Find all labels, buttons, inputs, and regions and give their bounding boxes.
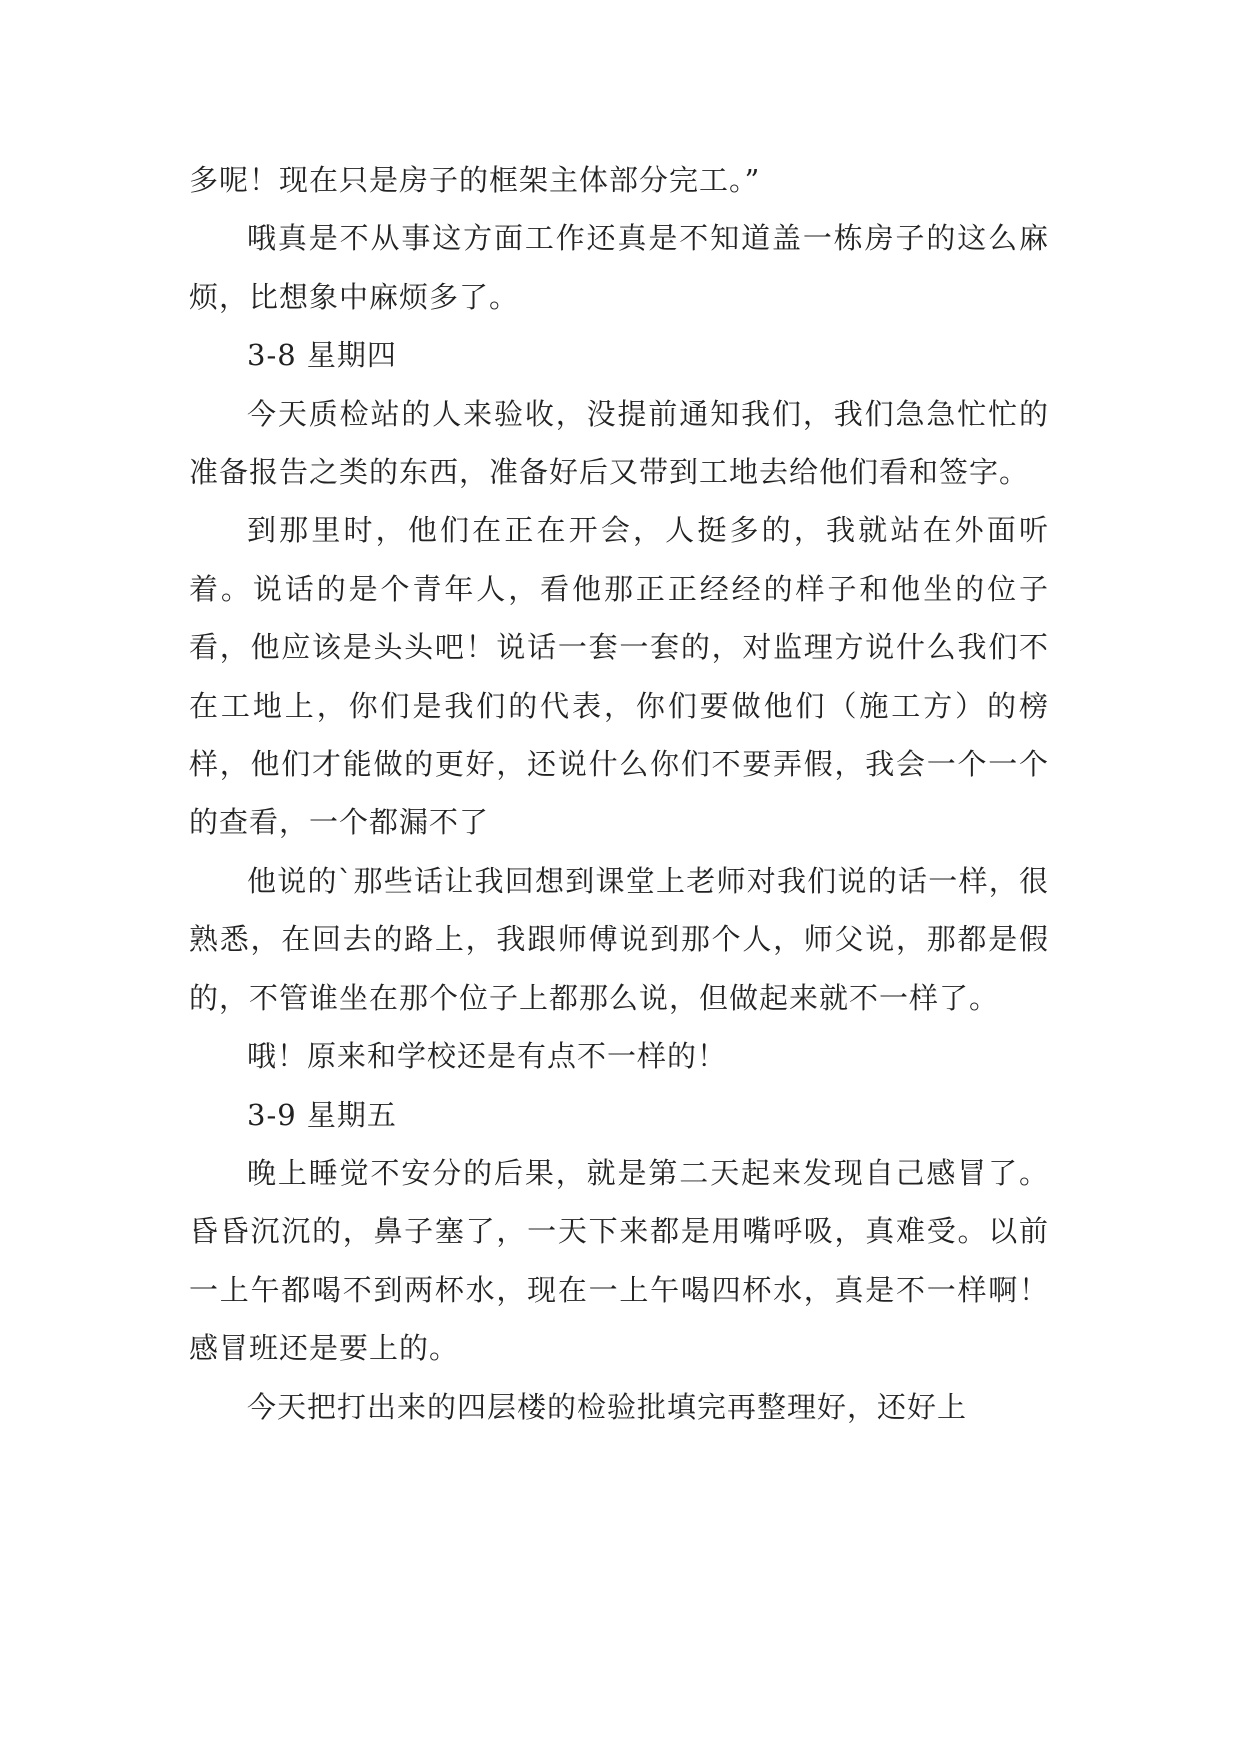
paragraph: 晚上睡觉不安分的后果，就是第二天起来发现自己感冒了。昏昏沉沉的，鼻子塞了，一天下来都是用嘴呼吸，真难受。以前一上午都喝不到两杯水，现在一上午喝四杯水，真是不一样啊！感冒班还是要上的。: [189, 1155, 1049, 1366]
date-heading: 3-9 星期五: [247, 1097, 397, 1132]
paragraph-continuation: 多呢！现在只是房子的框架主体部分完工。”: [189, 163, 761, 197]
paragraph: 他说的`那些话让我回想到课堂上老师对我们说的话一样，很熟悉，在回去的路上，我跟师傅说到那个人，师父说，那都是假的，不管谁坐在那个位子上都那么说，但做起来就不一样了。: [189, 863, 1049, 1015]
paragraph: 哦真是不从事这方面工作还真是不知道盖一栋房子的这么麻烦，比想象中麻烦多了。: [189, 221, 1049, 314]
document-body: [189, 151, 1049, 1436]
paragraph: 哦！原来和学校还是有点不一样的！: [247, 1039, 728, 1074]
date-heading: 3-8 星期四: [247, 338, 397, 373]
paragraph: 今天质检站的人来验收，没提前通知我们，我们急急忙忙的准备报告之类的东西，准备好后又带到工地去给他们看和签字。: [189, 396, 1049, 490]
paragraph: 到那里时，他们在正在开会，人挺多的，我就站在外面听着。说话的是个青年人，看他那正正经经的样子和他坐的位子看，他应该是头头吧！说话一套一套的，对监理方说什么我们不在工地上，你们是我们的代表，你们要做他们（施工方）的榜样，他们才能做的更好，还说什么你们不要弄假，我会一个一个的查看，一个都漏不了: [189, 513, 1049, 840]
paragraph: 今天把打出来的四层楼的检验批填完再整理好，还好上: [247, 1389, 968, 1424]
